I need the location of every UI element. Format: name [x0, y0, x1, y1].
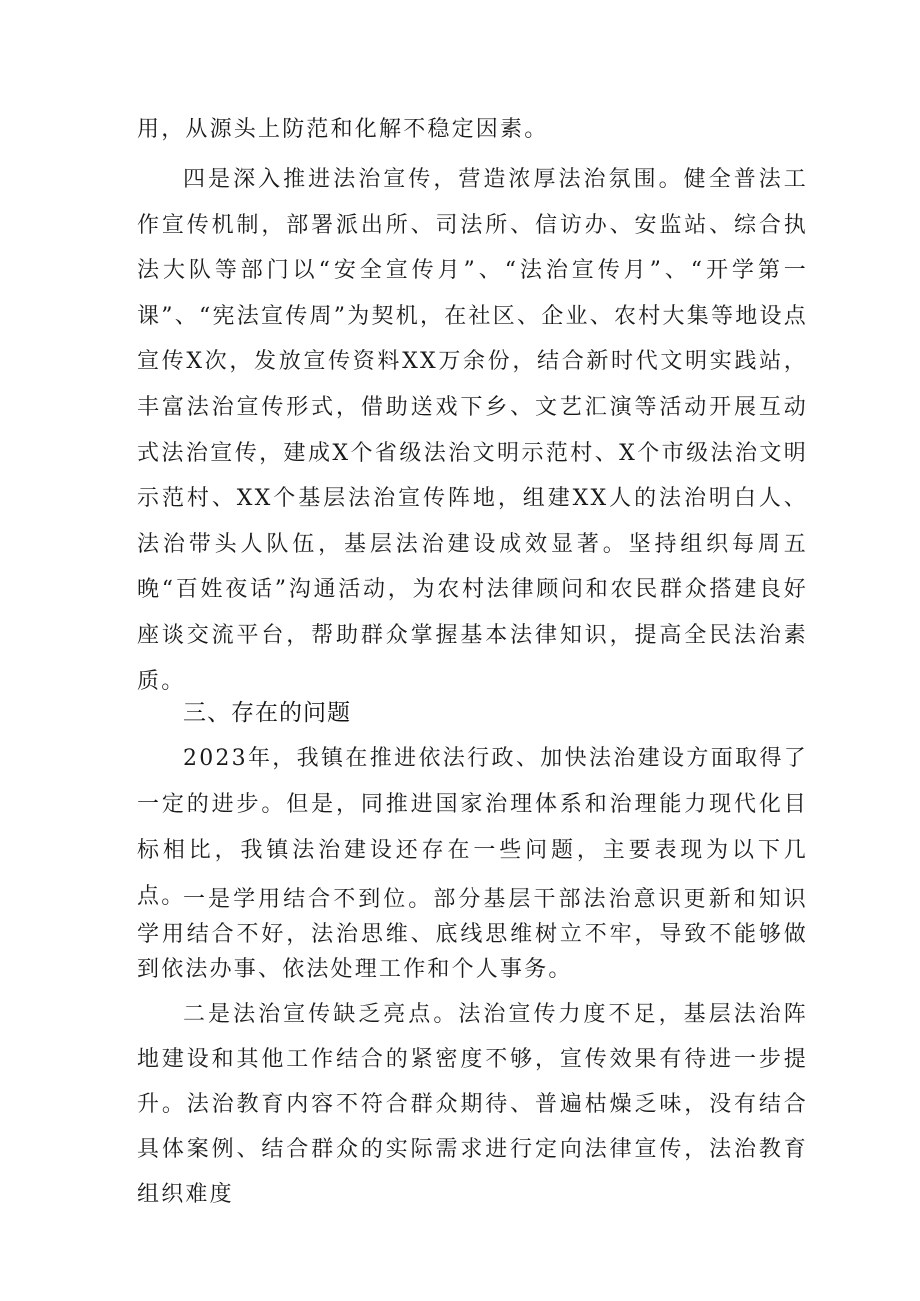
paragraph-problem-one: 一是学用结合不到位。部分基层干部法治意识更新和知识学用结合不好，法治思维、底线思维树立不牢，导致不能够做到依法办事、依法处理工作和个人事务。 [137, 887, 808, 982]
paragraph-law-publicity: 四是深入推进法治宣传，营造浓厚法治氛围。健全普法工作宣传机制，部署派出所、司法所、信访办、安监站、综合执法大队等部门以“安全宣传月”、“法治宣传月”、“开学第一课”、“宪法宣传周”为契机，在社区、企业、农村大集等地设点宣传X次，发放宣传资料XX万余份，结合新时代文明实践站，丰富法治宣传形式，借助送戏下乡、文艺汇演等活动开展互动式法治宣传，建成X个省级法治文明示范村、X个市级法治文明示范村、XX个基层法治宣传阵地，组建XX人的法治明白人、法治带头人队伍，基层法治建设成效显著。坚持组织每周五晚“百姓夜话”沟通活动，为农村法律顾问和农民群众搭建良好座谈交流平台，帮助群众掌握基本法律知识，提高全民法治素质。 [137, 167, 808, 694]
paragraph-problem-two: 二是法治宣传缺乏亮点。法治宣传力度不足，基层法治阵地建设和其他工作结合的紧密度不够，宣传效果有待进一步提升。法治教育内容不符合群众期待、普遍枯燥乏味，没有结合具体案例、结合群众的实际需求进行定向法律宣传，法治教育组织难度 [137, 1002, 808, 1207]
paragraph-continuation: 用，从源头上防范和化解不稳定因素。 [137, 117, 549, 142]
section-heading-problems: 三、存在的问题 [183, 700, 351, 726]
paragraph-intro-problems: 2023年，我镇在推进依法行政、加快法治建设方面取得了一定的进步。但是，同推进国家治理体系和治理能力现代化目标相比，我镇法治建设还存在一些问题，主要表现为以下几点。 [137, 746, 808, 909]
